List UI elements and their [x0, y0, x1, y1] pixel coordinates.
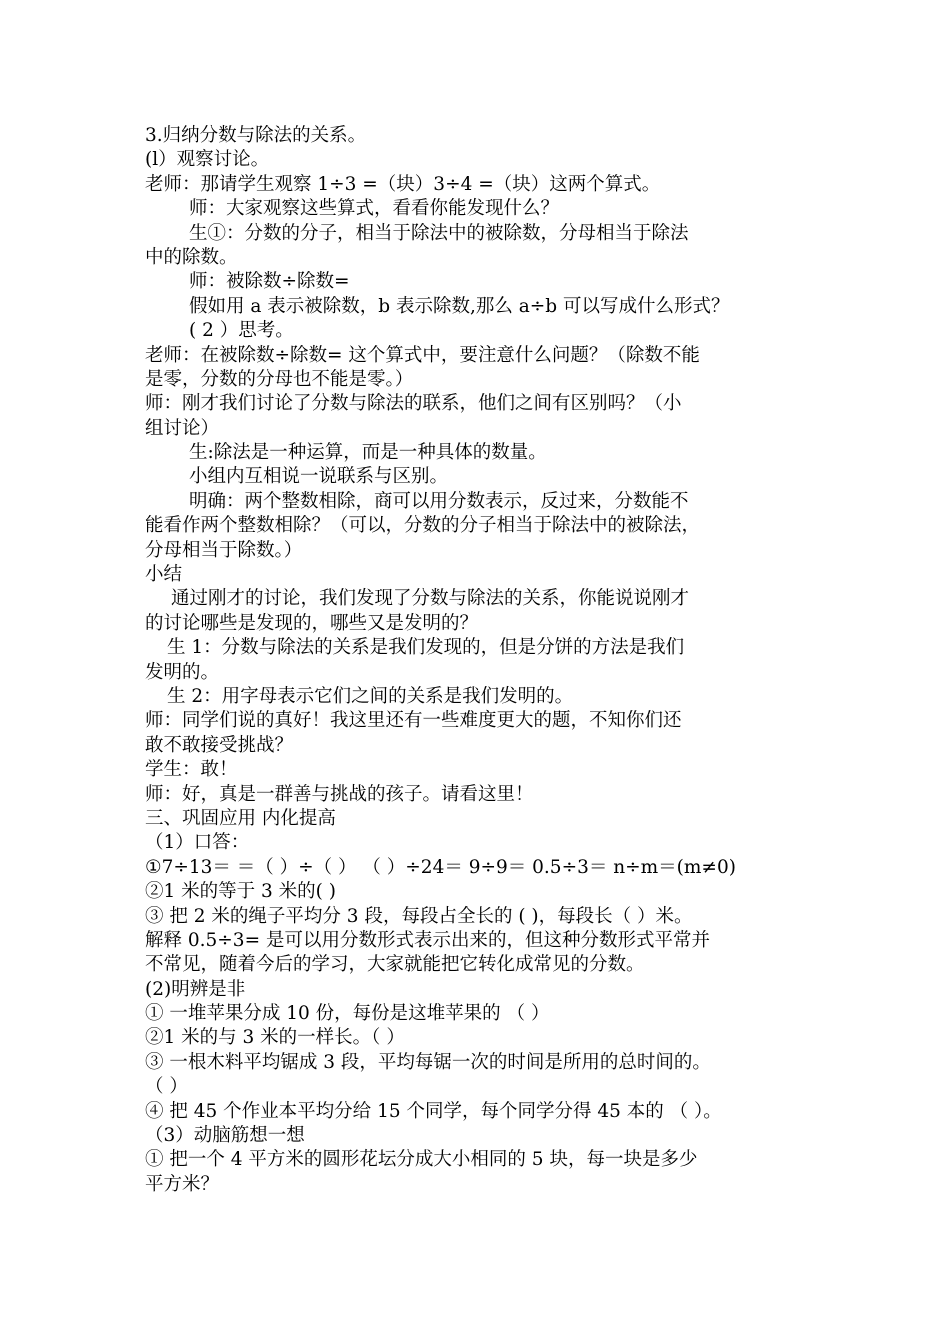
text-line: 生 2：用字母表示它们之间的关系是我们发明的。: [167, 685, 574, 707]
text-line: 平方米？: [145, 1173, 220, 1195]
text-line: 三、巩固应用 内化提高: [145, 807, 336, 829]
text-line: ③ 一根木料平均锯成 3 段，平均每锯一次的时间是所用的总时间的。: [145, 1051, 711, 1073]
text-line: (l）观察讨论。: [145, 149, 270, 171]
text-line: 师：好，真是一群善与挑战的孩子。请看这里！: [145, 783, 534, 805]
text-line: 师：大家观察这些算式，看看你能发现什么？: [189, 198, 560, 220]
document-page: [145, 124, 815, 1197]
text-line: 组讨论）: [145, 417, 220, 439]
text-line: 师：同学们说的真好！我这里还有一些难度更大的题，不知你们还: [145, 710, 682, 732]
text-line: 能看作两个整数相除？（可以，分数的分子相当于除法中的被除法，: [145, 515, 701, 537]
text-line: 解释 0.5÷3= 是可以用分数形式表示出来的，但这种分数形式平常并: [145, 929, 710, 951]
text-line: 3.归纳分数与除法的关系。: [145, 125, 367, 146]
text-line: 的讨论哪些是发现的，哪些又是发明的？: [145, 612, 479, 634]
text-line: 是零，分数的分母也不能是零。）: [145, 368, 414, 390]
text-line: 假如用 a 表示被除数，b 表示除数,那么 a÷b 可以写成什么形式？: [189, 295, 730, 317]
text-line: 明确：两个整数相除，商可以用分数表示，反过来，分数能不: [189, 490, 689, 512]
text-line: 发明的。: [145, 661, 220, 683]
text-line: 小结: [145, 564, 183, 586]
text-line: 生①：分数的分子，相当于除法中的被除数，分母相当于除法: [189, 222, 689, 244]
text-line: 小组内互相说一说联系与区别。: [189, 466, 449, 488]
text-line: 老师：那请学生观察 1÷3 =（块）3÷4 =（块）这两个算式。: [145, 173, 661, 195]
text-line: ④ 把 45 个作业本平均分给 15 个同学，每个同学分得 45 本的 （ ）。: [145, 1100, 722, 1122]
text-line: ①7÷13＝ ＝（ ）÷（ ） （ ）÷24＝ 9÷9＝ 0.5÷3＝ n÷m＝(m≠0): [145, 856, 736, 878]
text-line: 学生：敢！: [145, 759, 238, 781]
text-line: 敢不敢接受挑战？: [145, 734, 294, 756]
text-line: ③ 把 2 米的绳子平均分 3 段，每段占全长的 ( )，每段长（ ）米。: [145, 905, 693, 927]
text-line: 师：被除数÷除数=: [189, 271, 350, 293]
text-line: 师：刚才我们讨论了分数与除法的联系，他们之间有区别吗？（小: [145, 393, 682, 415]
text-line: 生:除法是一种运算，而是一种具体的数量。: [189, 442, 547, 464]
text-line: 分母相当于除数。）: [145, 539, 303, 561]
text-line: ① 一堆苹果分成 10 份，每份是这堆苹果的 （ ）: [145, 1003, 550, 1025]
text-line: ②1 米的与 3 米的一样长。（ ）: [145, 1027, 405, 1049]
text-line: ②1 米的等于 3 米的( ): [145, 881, 336, 903]
text-line: （3）动脑筋想一想: [145, 1125, 305, 1147]
text-line: 不常见，随着今后的学习，大家就能把它转化成常见的分数。: [145, 954, 645, 976]
text-line: （1）口答：: [145, 832, 250, 854]
text-line: 中的除数。: [145, 246, 238, 268]
text-line: ( 2 ）思考。: [189, 320, 294, 342]
text-line: (2)明辨是非: [145, 978, 246, 1000]
text-line: ① 把一个 4 平方米的圆形花坛分成大小相同的 5 块，每一块是多少: [145, 1149, 698, 1171]
text-line: 通过刚才的讨论，我们发现了分数与除法的关系，你能说说刚才: [171, 588, 690, 610]
text-line: （ ）: [145, 1076, 188, 1098]
text-line: 老师：在被除数÷除数= 这个算式中，要注意什么问题？（除数不能: [145, 344, 700, 366]
text-line: 生 1：分数与除法的关系是我们发现的，但是分饼的方法是我们: [167, 637, 685, 659]
